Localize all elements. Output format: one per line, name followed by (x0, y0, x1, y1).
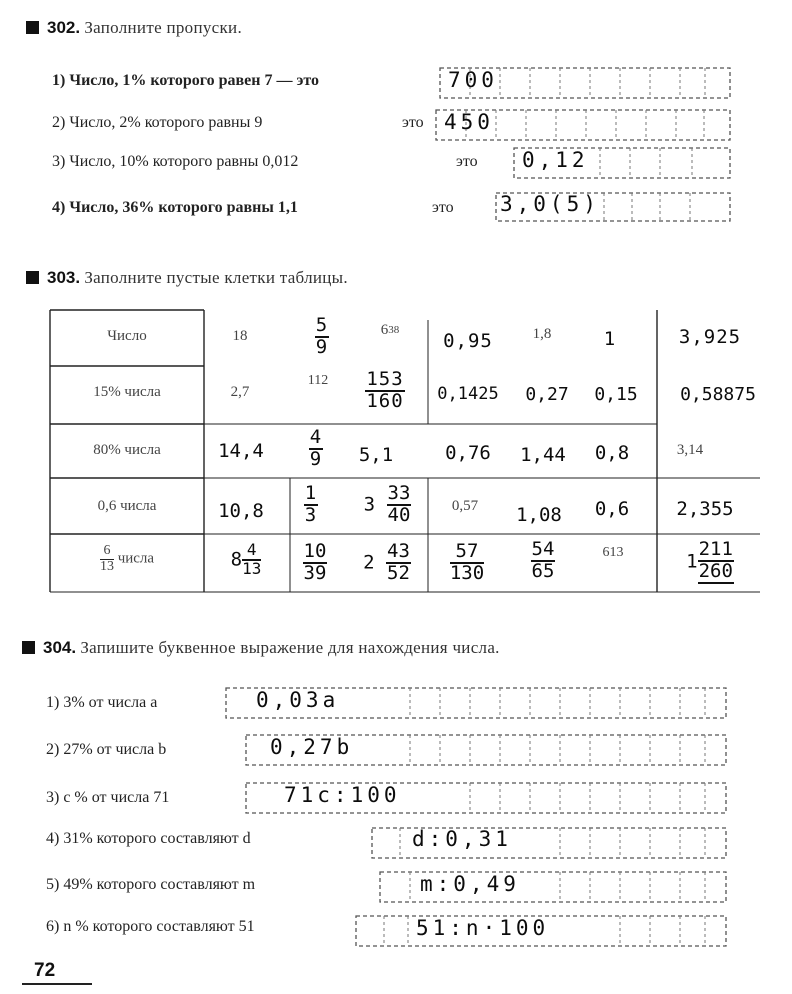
table-cell[interactable]: 10,8 (218, 500, 264, 522)
table-cell[interactable]: 2,355 (676, 498, 734, 520)
ex302-item-4: 4) Число, 36% которого равны 1,1 (52, 199, 298, 216)
ex302-answer-2[interactable]: 450 (444, 110, 494, 134)
ex302-item-3-eto: это (456, 153, 478, 170)
table-cell[interactable]: 1 (603, 328, 617, 350)
table-cell[interactable]: 3 $\frac{33}{40}$ (363, 482, 411, 526)
ex302-item-2-eto: это (402, 114, 424, 131)
ex304-answer-1[interactable]: 0,03a (256, 688, 340, 712)
table-cell[interactable]: $\frac{4}{9}$ (309, 426, 323, 470)
exercise-title: Заполните пустые клетки таблицы. (84, 268, 348, 287)
table-cell[interactable]: 0,58875 (680, 384, 756, 405)
exercise-number: 302. (47, 18, 81, 37)
table-cell[interactable]: $\frac{153}{160}$ (366, 368, 404, 412)
table-cell: 112 (307, 373, 329, 389)
table-cell[interactable]: $\frac{57}{130}$ (449, 540, 485, 584)
ex304-answer-3[interactable]: 71c:100 (284, 783, 401, 807)
ex304-item-6: 6) n % которого составляют 51 (46, 918, 255, 935)
table-cell[interactable]: 5,1 (358, 444, 394, 466)
table-cell[interactable]: 0,95 (443, 330, 493, 352)
ex304-answer-2[interactable]: 0,27b (270, 735, 354, 759)
ex304-item-5: 5) 49% которого составляют m (46, 876, 256, 893)
table-cell: 3,14 (676, 442, 704, 458)
row-label: 15% числа (93, 384, 161, 400)
table-cell[interactable]: 3,925 (678, 326, 742, 348)
exercise-303-header (26, 268, 348, 288)
table-cell: 2,7 (230, 384, 250, 400)
table-cell[interactable]: 1,44 (520, 444, 566, 466)
row-label: 0,6 числа (97, 498, 157, 514)
table-cell[interactable]: 0,76 (445, 442, 491, 464)
table-cell[interactable]: 0,6 (594, 498, 630, 520)
page-number: 72 (34, 960, 56, 981)
ex302-answer-1[interactable]: 700 (448, 68, 498, 92)
row-label: 80% числа (93, 442, 161, 458)
ex304-item-2: 2) 27% от числа b (46, 741, 167, 758)
ex302-item-3: 3) Число, 10% которого равны 0,012 (52, 153, 299, 170)
ex302-answer-3[interactable]: 0,12 (522, 148, 589, 172)
ex304-answer-6[interactable]: 51:n·100 (416, 916, 550, 940)
table-cell: 18 (232, 328, 248, 344)
table-cell[interactable]: 0,1425 (437, 384, 499, 404)
table-cell: 638 (380, 322, 400, 338)
bullet-square-icon (22, 641, 35, 654)
table-cell: $\frac{5}{9}$ (315, 314, 329, 358)
table-cell[interactable]: $\frac{10}{39}$ (303, 540, 327, 584)
table-cell[interactable]: 8 $\frac{4}{13}$ (230, 540, 262, 578)
table-cell[interactable]: 2 $\frac{43}{52}$ (363, 540, 410, 584)
table-cell[interactable]: 0,8 (594, 442, 630, 464)
bullet-square-icon (26, 271, 39, 284)
exercise-304-header (22, 638, 500, 658)
table-cell: 1,8 (532, 326, 552, 342)
ex304-item-4: 4) 31% которого составляют d (46, 830, 251, 847)
ex304-answer-4[interactable]: d:0,31 (412, 827, 512, 851)
table-cell[interactable]: 14,4 (218, 440, 264, 462)
exercise-title: Заполните пропуски. (84, 18, 243, 37)
ex302-item-4-eto: это (432, 199, 454, 216)
exercise-number: 303. (47, 268, 81, 287)
ex304-item-3: 3) c % от числа 71 (46, 789, 170, 806)
ex302-item-1: 1) Число, 1% которого равен 7 — это (52, 72, 319, 89)
table-cell[interactable]: $\frac{54}{65}$ (531, 538, 555, 582)
ex302-item-2: 2) Число, 2% которого равны 9 (52, 114, 263, 131)
table-cell[interactable]: 0,15 (594, 384, 638, 405)
row-label: $\frac{6}{13}$ числа (99, 543, 155, 574)
table-cell[interactable]: 1 $\frac{211}{260}$ (686, 538, 733, 582)
exercise-number: 304. (43, 638, 77, 657)
table-cell: 613 (602, 545, 624, 561)
ex302-answer-4[interactable]: 3,0(5) (500, 192, 600, 216)
table-cell[interactable]: $\frac{1}{3}$ (304, 482, 318, 526)
table-cell[interactable]: 1,08 (516, 504, 562, 526)
row-label: Число (107, 328, 147, 344)
ex304-answer-5[interactable]: m:0,49 (420, 872, 520, 896)
table-cell[interactable]: 0,27 (525, 384, 569, 405)
table-cell: 0,57 (451, 498, 479, 514)
exercise-title: Запишите буквенное выражение для нахождения числа. (80, 638, 500, 657)
ex304-item-1: 1) 3% от числа a (46, 694, 158, 711)
